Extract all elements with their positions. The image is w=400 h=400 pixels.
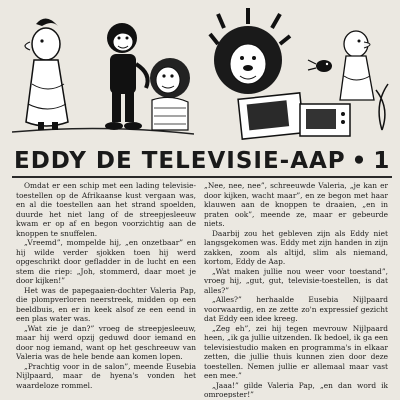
paragraph: „Prachtig voor in de salon”, meende Eusebia Nijlpaard, maar de hyena's vonden het waardeloze rommel.	[16, 361, 196, 390]
cartoon-animals-illustration	[12, 4, 194, 140]
article-title	[14, 148, 394, 174]
title-text: EDDY DE TELEVISIE-AAP	[14, 148, 346, 174]
paragraph: „Nee, nee, nee”, schreeuwde Valeria, „je kan er door kijken, wacht maar”, en ze begon met haar klauwen aan de knoppen te draaien, „en in praten ook”, meende ze, maar er gebeurde niets.	[204, 181, 388, 228]
paragraph: „Zeg eh”, zei hij tegen mevrouw Nijlpaard heen, „ik ga jullie uitzenden. Ik bedoel, ik ga een televisiestudio maken en programma's in elkaar zetten, die jullie thuis kunnen zien door deze toestellen. Nemen jullie er allemaal maar vast een mee.”	[204, 323, 388, 380]
television-scene-illustration	[204, 4, 392, 140]
article-column-left	[16, 181, 196, 398]
paragraph: „Vreemd”, mompelde hij, „en onzetbaar” en hij wilde verder sjokken toen hij werd opgeschrikt door gefladder in de lucht en een stem die riep: „Joh, stommerd, daar moet je door kijken!”	[16, 238, 196, 285]
title-bullet: •	[351, 148, 368, 174]
paragraph: „Alles?” herhaalde Eusebia Nijlpaard voorwaardig, en ze zette zo'n expressief gezicht dat Eddy een idee kreeg.	[204, 295, 388, 323]
title-rule	[12, 176, 392, 178]
paragraph: „Jaaa!” gilde Valeria Pap, „en dan word ik omroepster!”	[204, 380, 388, 398]
paragraph: Het was de papegaaien-dochter Valeria Pap, die plompverloren neerstreek, midden op een beeldbuis, en er in keek alsof ze een eend in een plas water was.	[16, 285, 196, 323]
article-column-right	[204, 181, 388, 398]
paragraph: Daarbij zou het gebleven zijn als Eddy niet langsgekomen was. Eddy met zijn handen in zijn zakken, zoom als altijd, slim als niemand, kortom, Eddy de Aap.	[204, 228, 388, 266]
illustration-left	[12, 4, 194, 140]
paragraph: Omdat er een schip met een lading televisie-toestellen op de Afrikaanse kust vergaan was, en al die toestellen aan het strand spoelden, duurde het niet lang of de streepjesleeuw kwam er op af en begon voorzichtig aan de knoppen te snuffelen.	[16, 181, 196, 238]
illustration-right	[204, 4, 392, 140]
paragraph: „Wat zie je dan?” vroeg de streepjesleeuw, maar hij werd opzij geduwd door iemand en door nog iemand, want op het geschreeuw van Valeria was de hele bende aan komen lopen.	[16, 323, 196, 361]
title-number: 1	[373, 148, 391, 174]
paragraph: „Wat maken jullie nou weer voor toestand”, vroeg hij, „gut, gut, televisie-toestellen, is dat alles?”	[204, 266, 388, 295]
